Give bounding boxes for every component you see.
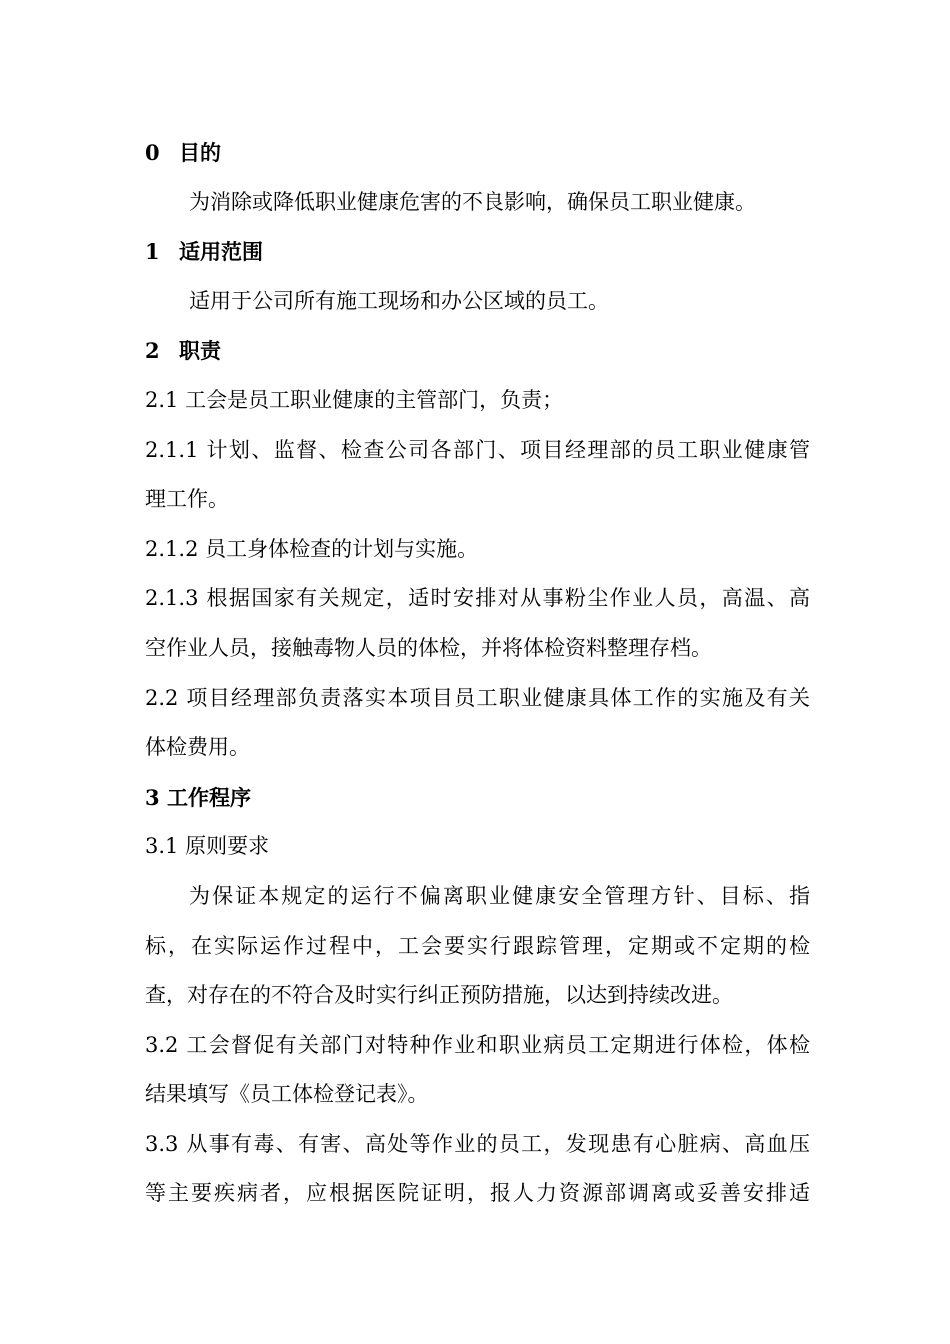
paragraph-line: 标，在实际运作过程中，工会要实行跟踪管理，定期或不定期的检	[145, 933, 810, 958]
section-title: 适用范围	[179, 239, 263, 265]
paragraph-line: 空作业人员，接触毒物人员的体检，并将体检资料整理存档。	[145, 635, 712, 660]
paragraph: 2.1.2 员工身体检查的计划与实施。	[145, 536, 479, 561]
section-number: 1	[145, 239, 160, 265]
section-title: 职责	[179, 338, 221, 364]
paragraph-line: 体检费用。	[145, 735, 250, 760]
paragraph-line: 3.3 从事有毒、有害、高处等作业的员工，发现患有心脏病、高血压	[145, 1131, 810, 1156]
section-title: 工作程序	[167, 784, 251, 810]
paragraph-line: 2.2 项目经理部负责落实本项目员工职业健康具体工作的实施及有关	[145, 685, 810, 710]
section-heading-2	[145, 326, 810, 376]
subsection-title: 3.1 原则要求	[145, 834, 270, 859]
paragraph-line: 结果填写《员工体检登记表》。	[145, 1082, 429, 1107]
paragraph: 适用于公司所有施工现场和办公区域的员工。	[189, 288, 609, 313]
paragraph: 2.1 工会是员工职业健康的主管部门，负责；	[145, 387, 564, 412]
paragraph-line: 2.1.3 根据国家有关规定，适时安排对从事粉尘作业人员，高温、高	[145, 586, 810, 611]
section-number: 3	[145, 784, 160, 810]
section-number: 2	[145, 338, 160, 364]
paragraph: 为消除或降低职业健康危害的不良影响，确保员工职业健康。	[189, 189, 756, 214]
paragraph-line: 2.1.1 计划、监督、检查公司各部门、项目经理部的员工职业健康管	[145, 437, 810, 462]
paragraph-line: 理工作。	[145, 487, 229, 512]
section-heading-0	[145, 128, 810, 178]
paragraph-line: 为保证本规定的运行不偏离职业健康安全管理方针、目标、指	[189, 883, 810, 908]
section-heading-1	[145, 227, 810, 277]
section-number: 0	[145, 140, 160, 165]
paragraph-line: 3.2 工会督促有关部门对特种作业和职业病员工定期进行体检，体检	[145, 1032, 810, 1057]
paragraph-line: 查，对存在的不符合及时实行纠正预防措施，以达到持续改进。	[145, 983, 733, 1008]
section-heading-3	[145, 773, 810, 823]
paragraph-line: 等主要疾病者，应根据医院证明，报人力资源部调离或妥善安排适	[145, 1181, 810, 1206]
section-title: 目的	[179, 140, 221, 165]
document-body	[145, 128, 810, 1219]
